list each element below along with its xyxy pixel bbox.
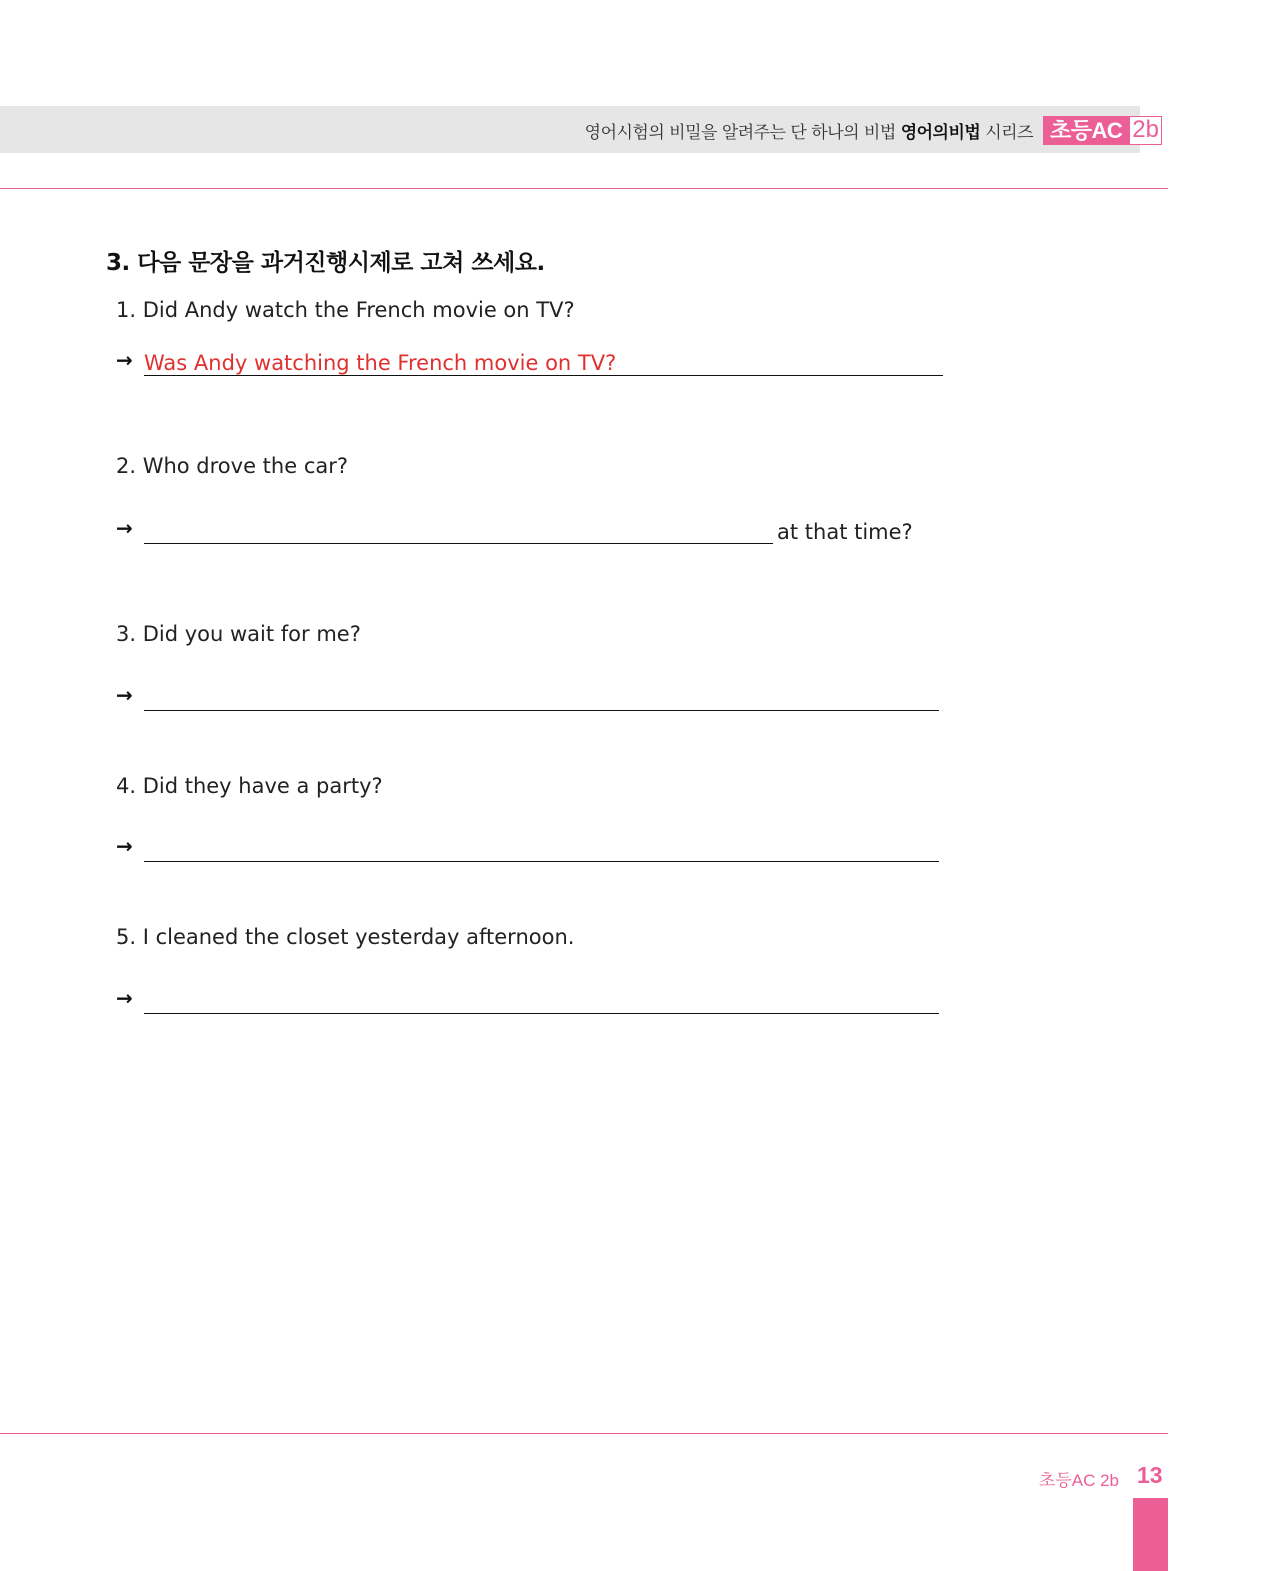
tagline-bold: 영어의비법	[900, 123, 981, 143]
question-5: 5. I cleaned the closet yesterday afternoon.	[116, 925, 575, 949]
answer-suffix-2: at that time?	[777, 520, 913, 544]
answer-row-5	[116, 984, 939, 1014]
answer-row-4	[116, 832, 939, 862]
brand-badge	[1043, 116, 1162, 145]
answer-line-2[interactable]	[144, 543, 773, 544]
arrow-icon: →	[116, 986, 133, 1010]
answer-row-2	[116, 514, 916, 544]
answer-line-5[interactable]	[144, 1013, 939, 1014]
answer-row-3	[116, 681, 939, 711]
arrow-icon: →	[116, 683, 133, 707]
top-divider	[0, 188, 1168, 189]
question-3: 3. Did you wait for me?	[116, 622, 361, 646]
question-1: 1. Did Andy watch the French movie on TV?	[116, 298, 575, 322]
section-title: 3. 다음 문장을 과거진행시제로 고쳐 쓰세요.	[106, 250, 545, 276]
page-number: 13	[1137, 1462, 1163, 1488]
brand-main: 초등AC	[1043, 116, 1129, 145]
answer-row-1	[116, 346, 943, 376]
brand-level: 2b	[1129, 116, 1162, 145]
tagline-suffix: 시리즈	[985, 123, 1033, 143]
arrow-icon: →	[116, 516, 133, 540]
bottom-divider	[0, 1433, 1168, 1434]
question-2: 2. Who drove the car?	[116, 454, 349, 478]
header-tagline	[585, 118, 1033, 143]
answer-line-4[interactable]	[144, 861, 939, 862]
arrow-icon: →	[116, 348, 133, 372]
footer-series: 초등AC 2b	[1038, 1471, 1119, 1490]
arrow-icon: →	[116, 834, 133, 858]
page-tab-marker	[1133, 1498, 1168, 1571]
answer-line-3[interactable]	[144, 710, 939, 711]
answer-line-1[interactable]	[144, 375, 943, 376]
answer-text-1: Was Andy watching the French movie on TV?	[144, 351, 617, 375]
tagline-prefix: 영어시험의 비밀을 알려주는 단 하나의 비법	[584, 123, 896, 143]
question-4: 4. Did they have a party?	[116, 774, 383, 798]
